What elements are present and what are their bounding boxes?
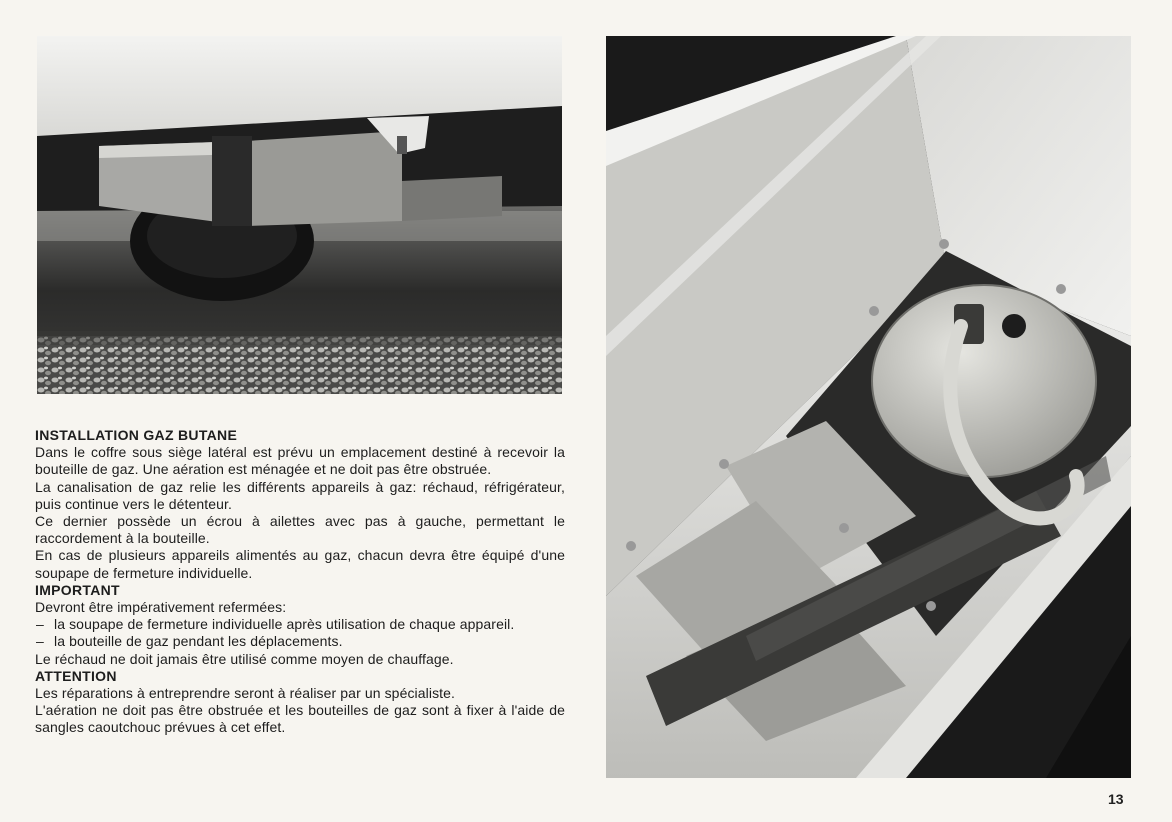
important-note: Le réchaud ne doit jamais être utilisé comme moyen de chauffage.	[35, 650, 454, 667]
list-item: – la bouteille de gaz pendant les déplacements.	[35, 633, 565, 650]
attention-paragraph: Les réparations à entreprendre seront à réaliser par un spécialiste.	[35, 685, 456, 702]
list-item: – la soupape de fermeture individuelle après utilisation de chaque appareil.	[35, 616, 565, 633]
installation-paragraph: En cas de plusieurs appareils alimentés au gaz, chacun devra être équipé d'une soupape de fermeture individuelle.	[35, 547, 565, 581]
installation-paragraph: La canalisation de gaz relie les différents appareils à gaz: réchaud, réfrigérateur, puis continue vers le détenteur.	[35, 478, 565, 512]
section-title-installation: INSTALLATION GAZ BUTANE	[35, 427, 238, 443]
underbody-photo-drawing	[37, 36, 562, 394]
gas-bottle-compartment-drawing	[606, 36, 1131, 778]
gas-installation-text	[35, 427, 565, 737]
important-list	[35, 616, 565, 650]
installation-paragraph: Ce dernier possède un écrou à ailettes avec pas à gauche, permettant le raccordement à la bouteille.	[35, 513, 565, 547]
page-number: 13	[1108, 791, 1124, 807]
attention-paragraph: L'aération ne doit pas être obstruée et les bouteilles de gaz sont à fixer à l'aide de sangles caoutchouc prévues à cet effet.	[35, 702, 565, 736]
section-title-important: IMPORTANT	[35, 581, 120, 598]
underbody-photo	[37, 36, 562, 394]
important-intro: Devront être impérativement refermées:	[35, 599, 287, 616]
installation-paragraph: Dans le coffre sous siège latéral est prévu un emplacement destiné à recevoir la bouteille de gaz. Une aération est ménagée et ne doit pas être obstruée.	[35, 444, 565, 478]
gas-bottle-compartment-photo	[606, 36, 1131, 778]
section-title-attention: ATTENTION	[35, 667, 117, 684]
